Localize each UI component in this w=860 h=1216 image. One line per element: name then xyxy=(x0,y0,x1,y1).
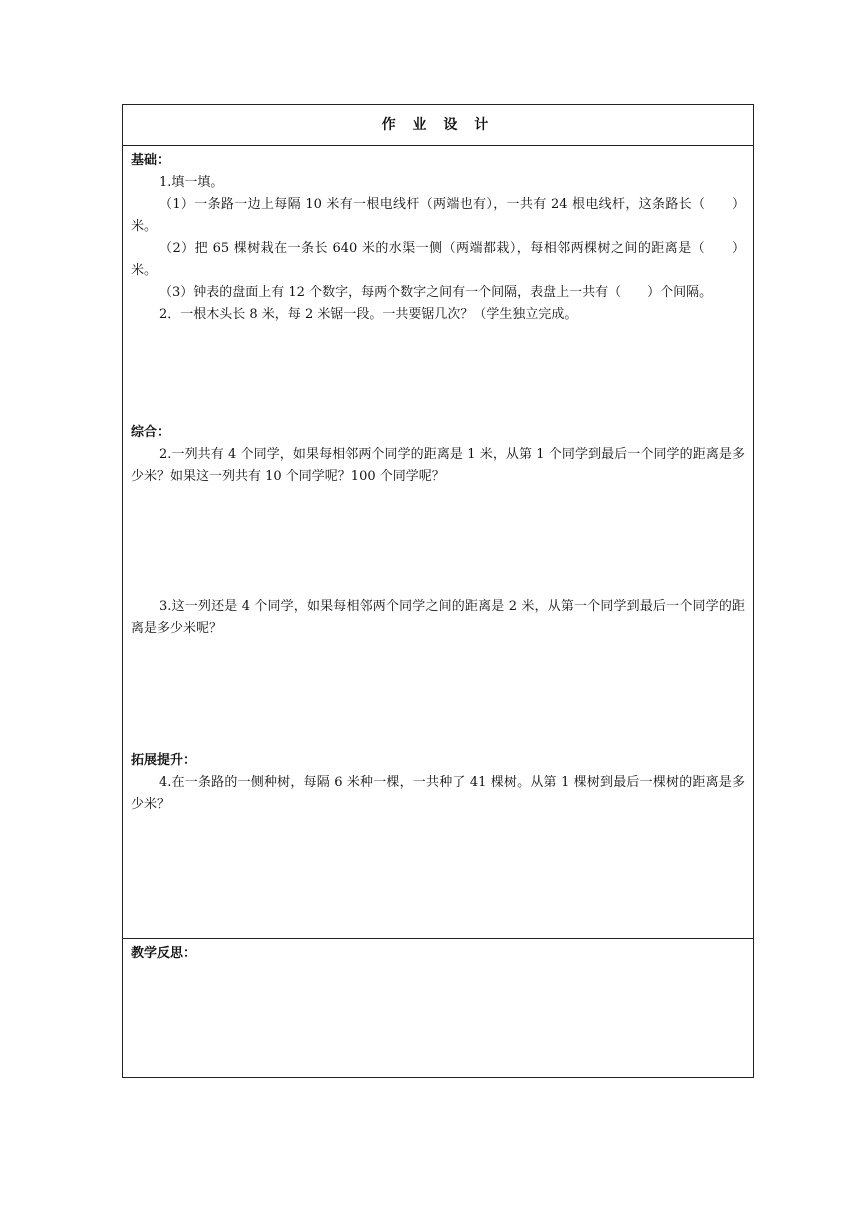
basic-q1-b: （2）把 65 棵树栽在一条长 640 米的水渠一侧（两端都栽），每相邻两棵树之间的距离是（ ）米。 xyxy=(131,241,745,278)
homework-table xyxy=(122,104,754,1078)
answer-space xyxy=(131,326,745,422)
basic-q2: 2．一根木头长 8 米，每 2 米锯一段。一共要锯几次？（学生独立完成。 xyxy=(159,307,578,322)
basic-heading: 基础： xyxy=(131,153,171,168)
comprehensive-q3: 3.这一列还是 4 个同学，如果每相邻两个同学之间的距离是 2 米，从第一个同学到最后一个同学的距离是多少米呢？ xyxy=(131,599,745,636)
reflection-cell xyxy=(123,939,754,1078)
comprehensive-q2: 2.一列共有 4 个同学，如果每相邻两个同学的距离是 1 米，从第 1 个同学到最后一个同学的距离是多少米？如果这一列共有 10 个同学呢？100 个同学呢？ xyxy=(131,447,745,484)
table-title: 作 业 设 计 xyxy=(381,117,495,133)
answer-space xyxy=(131,640,745,750)
basic-q1-a: （1）一条路一边上每隔 10 米有一根电线杆（两端也有），一共有 24 根电线杆，这条路长（ ）米。 xyxy=(131,197,745,234)
extension-heading: 拓展提升： xyxy=(131,753,197,768)
basic-q1-c: （3）钟表的盘面上有 12 个数字，每两个数字之间有一个间隔，表盘上一共有（ ）个间隔。 xyxy=(159,285,713,300)
answer-space xyxy=(131,488,745,596)
basic-q1-title: 1.填一填。 xyxy=(159,175,224,190)
extension-q4: 4.在一条路的一侧种树，每隔 6 米种一棵，一共种了 41 棵树。从第 1 棵树到最后一棵树的距离是多少米？ xyxy=(131,775,745,812)
comprehensive-heading: 综合： xyxy=(131,425,171,440)
content-cell xyxy=(123,146,754,939)
title-cell xyxy=(123,105,754,146)
reflection-heading: 教学反思： xyxy=(131,946,197,961)
